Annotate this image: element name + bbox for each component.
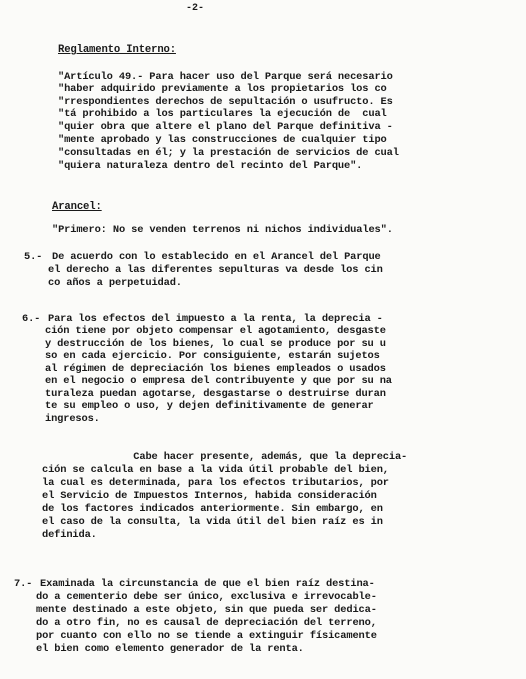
text-line: co años a perpetuidad. [48, 277, 182, 289]
text-line: definida. [42, 529, 97, 541]
text-line: y destrucción de los bienes, lo cual se produce por su u [45, 338, 386, 350]
text-line: en el negocio o empresa del contribuyente y que por su na [45, 375, 392, 387]
text-line: la cual es determinada, para los efectos tributarios, por [42, 477, 389, 489]
text-line: ción tiene por objeto compensar el agotamiento, desgaste [45, 325, 386, 337]
text-line: De acuerdo con lo establecido en el Arancel del Parque [52, 251, 381, 263]
text-line: el bien como elemento generador de la renta. [36, 643, 304, 655]
text-line: "quiera naturaleza dentro del recinto del Parque". [58, 160, 363, 172]
text-line: Cabe hacer presente, además, que la deprecia- [42, 451, 408, 463]
text-line: al régimen de depreciación los bienes empleados o usados [45, 363, 386, 375]
text-line: do a cementerio debe ser único, exclusiva e irrevocable- [36, 591, 377, 603]
paragraph-number: 6.- [22, 313, 41, 325]
text-line: "consultadas en él; y la prestación de servicios de cual [58, 147, 399, 159]
text-line: do a otro fin, no es causal de depreciación del terreno, [36, 617, 377, 629]
text-line: turaleza puedan agotarse, desgastarse o destruirse duran [45, 388, 386, 400]
text-line: so en cada ejercicio. Por consiguiente, estarán sujetos [45, 350, 380, 362]
heading-arancel: Arancel: [52, 201, 102, 213]
text-line: "Artículo 49.- Para hacer uso del Parque será necesario [58, 71, 393, 83]
text-line: el caso de la consulta, la vida útil del bien raíz es in [42, 516, 383, 528]
text-line: el Servicio de Impuestos Internos, habida consideración [42, 490, 377, 502]
text-line: ingresos. [45, 413, 100, 425]
text-line: "quier obra que altere el plano del Parque definitiva - [58, 121, 393, 133]
text-line: el derecho a las diferentes sepulturas va desde los cin [48, 264, 383, 276]
text-line: de los factores indicados anteriormente. Sin embargo, en [42, 503, 383, 515]
text-line: Para los efectos del impuesto a la renta, la deprecia - [48, 313, 383, 325]
paragraph-number: 7.- [14, 578, 33, 590]
text-line: ción se calcula en base a la vida útil probable del bien, [42, 464, 389, 476]
page-number: -2- [186, 3, 205, 14]
text-line: "haber adquirido previamente a los propietarios los co [58, 83, 387, 95]
text-line: Examinada la circunstancia de que el bien raíz destina- [40, 578, 375, 590]
text-line: "rrespondientes derechos de sepultación o usufructo. Es [58, 96, 393, 108]
text-line: "mente aprobado y las construcciones de cualquier tipo [58, 134, 387, 146]
paragraph-number: 5.- [24, 251, 43, 263]
text-line: mente destinado a este objeto, sin que pueda ser dedica- [36, 604, 377, 616]
text-line: te su empleo o uso, y dejen definitivamente de generar [45, 400, 374, 412]
text-line: por cuanto con ello no se tiende a extinguir físicamente [36, 630, 377, 642]
arancel-text: "Primero: No se venden terrenos ni nichos individuales". [52, 224, 393, 236]
heading-reglamento: Reglamento Interno: [58, 44, 176, 56]
text-line: "tá prohibido a los particulares la ejecución de cual [58, 108, 387, 120]
